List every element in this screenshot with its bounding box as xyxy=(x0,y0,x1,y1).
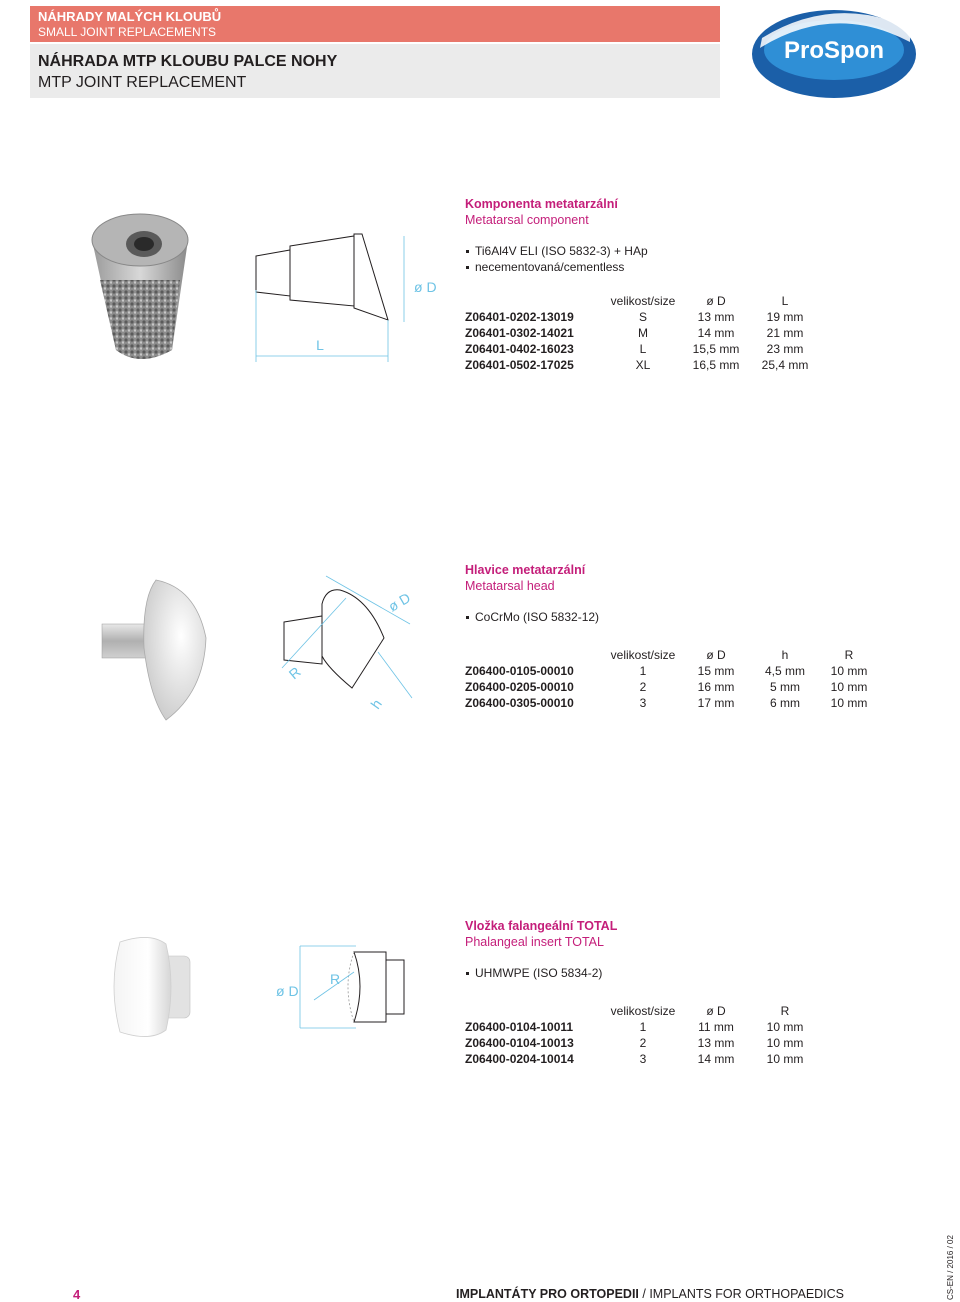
diameter-cell: 11 mm xyxy=(698,1020,734,1034)
metatarsal-head-illustration xyxy=(96,568,436,748)
diameter-cell: 17 mm xyxy=(697,696,735,710)
radius-label: R xyxy=(330,971,341,987)
metatarsal-component-illustration xyxy=(88,200,448,380)
column-header: velikost/size xyxy=(610,294,676,308)
height-label: h xyxy=(367,696,385,712)
header-title-bar xyxy=(30,44,720,98)
size-cell: 1 xyxy=(639,1020,647,1034)
length-cell: 25,4 mm xyxy=(761,358,809,372)
table-row xyxy=(465,663,881,679)
diameter-cell: 15,5 mm xyxy=(692,342,740,356)
product-code: Z06400-0205-00010 xyxy=(465,680,574,694)
column-header: velikost/size xyxy=(610,1004,676,1018)
size-cell: 2 xyxy=(639,1036,647,1050)
section-title: Komponenta metatarzální xyxy=(465,197,618,211)
table-row xyxy=(465,341,817,357)
section-phalangeal-insert xyxy=(465,919,885,1067)
radius-cell: 10 mm xyxy=(830,696,868,710)
section-metatarsal-component xyxy=(465,197,885,373)
product-code: Z06400-0104-10013 xyxy=(465,1036,574,1050)
column-header: velikost/size xyxy=(610,648,676,662)
table-row xyxy=(465,679,881,695)
size-table xyxy=(465,1003,817,1067)
page-title-en: MTP JOINT REPLACEMENT xyxy=(38,74,247,91)
material-list xyxy=(465,243,885,275)
diameter-label: ø D xyxy=(276,983,299,999)
diameter-cell: 16,5 mm xyxy=(692,358,740,372)
page-number: 4 xyxy=(73,1287,81,1302)
footer-separator: / xyxy=(638,1287,650,1301)
radius-cell: 10 mm xyxy=(766,1036,804,1050)
list-item: Ti6Al4V ELI (ISO 5832-3) + HAp xyxy=(465,243,885,259)
header-category-bar xyxy=(30,6,720,42)
size-cell: 3 xyxy=(639,696,647,710)
length-label: L xyxy=(316,337,324,353)
table-row xyxy=(465,357,817,373)
height-cell: 4,5 mm xyxy=(764,664,805,678)
column-header: ø D xyxy=(706,648,726,662)
diameter-cell: 13 mm xyxy=(697,1036,735,1050)
product-code: Z06401-0502-17025 xyxy=(465,358,574,372)
footer-text-bold: IMPLANTÁTY PRO ORTOPEDII xyxy=(456,1287,639,1301)
size-cell: 2 xyxy=(639,680,647,694)
size-table xyxy=(465,647,881,711)
prospon-logo xyxy=(750,8,918,100)
material-list xyxy=(465,965,885,981)
section-metatarsal-head xyxy=(465,563,885,711)
table-row xyxy=(465,325,817,341)
footer-text xyxy=(456,1287,844,1301)
radius-cell: 10 mm xyxy=(766,1020,804,1034)
logo-text: ProSpon xyxy=(784,37,884,64)
product-code: Z06400-0104-10011 xyxy=(465,1020,574,1034)
column-header: ø D xyxy=(706,294,726,308)
radius-cell: 10 mm xyxy=(830,664,868,678)
list-item: CoCrMo (ISO 5832-12) xyxy=(465,609,885,625)
table-row xyxy=(465,1035,817,1051)
section-subtitle: Metatarsal component xyxy=(465,213,589,227)
column-header: ø D xyxy=(706,1004,726,1018)
product-code: Z06400-0105-00010 xyxy=(465,664,574,678)
product-code: Z06400-0204-10014 xyxy=(465,1052,574,1066)
product-code: Z06401-0202-13019 xyxy=(465,310,574,324)
size-table xyxy=(465,293,817,373)
diameter-cell: 14 mm xyxy=(697,1052,735,1066)
document-code: CS-EN / 2016 / 02 xyxy=(946,1235,955,1300)
table-row xyxy=(465,695,881,711)
section-subtitle: Phalangeal insert TOTAL xyxy=(465,935,604,949)
table-row xyxy=(465,1051,817,1067)
height-cell: 6 mm xyxy=(770,696,800,710)
column-header: R xyxy=(780,1004,790,1018)
size-cell: M xyxy=(638,326,648,340)
radius-cell: 10 mm xyxy=(830,680,868,694)
column-header: L xyxy=(781,294,789,308)
table-header-row xyxy=(465,1003,817,1019)
size-cell: 1 xyxy=(639,664,647,678)
radius-label: R xyxy=(285,663,304,683)
column-header: R xyxy=(844,648,854,662)
section-title: Vložka falangeální TOTAL xyxy=(465,919,618,933)
diameter-label: ø D xyxy=(385,589,414,615)
material-list xyxy=(465,609,885,625)
footer-text-regular: IMPLANTS FOR ORTHOPAEDICS xyxy=(649,1287,845,1301)
category-title-cz: NÁHRADY MALÝCH KLOUBŮ xyxy=(38,9,222,24)
section-subtitle: Metatarsal head xyxy=(465,579,555,593)
product-code: Z06401-0402-16023 xyxy=(465,342,574,356)
size-cell: L xyxy=(639,342,647,356)
diameter-label: ø D xyxy=(414,279,437,295)
table-row xyxy=(465,1019,817,1035)
phalangeal-insert-illustration xyxy=(100,930,420,1050)
page-title-cz: NÁHRADA MTP KLOUBU PALCE NOHY xyxy=(38,53,338,70)
product-code: Z06401-0302-14021 xyxy=(465,326,574,340)
table-header-row xyxy=(465,293,817,309)
length-cell: 19 mm xyxy=(766,310,804,324)
list-item: necementovaná/cementless xyxy=(465,259,885,275)
section-title: Hlavice metatarzální xyxy=(465,563,586,577)
length-cell: 21 mm xyxy=(766,326,804,340)
length-cell: 23 mm xyxy=(766,342,804,356)
diameter-cell: 16 mm xyxy=(697,680,735,694)
category-title-en: SMALL JOINT REPLACEMENTS xyxy=(38,25,217,39)
size-cell: 3 xyxy=(639,1052,647,1066)
size-cell: S xyxy=(638,310,647,324)
radius-cell: 10 mm xyxy=(766,1052,804,1066)
column-header: h xyxy=(781,648,789,662)
diameter-cell: 15 mm xyxy=(697,664,735,678)
table-header-row xyxy=(465,647,881,663)
size-cell: XL xyxy=(635,358,651,372)
table-row xyxy=(465,309,817,325)
product-code: Z06400-0305-00010 xyxy=(465,696,574,710)
diameter-cell: 14 mm xyxy=(697,326,735,340)
height-cell: 5 mm xyxy=(770,680,800,694)
diameter-cell: 13 mm xyxy=(697,310,735,324)
list-item: UHMWPE (ISO 5834-2) xyxy=(465,965,885,981)
